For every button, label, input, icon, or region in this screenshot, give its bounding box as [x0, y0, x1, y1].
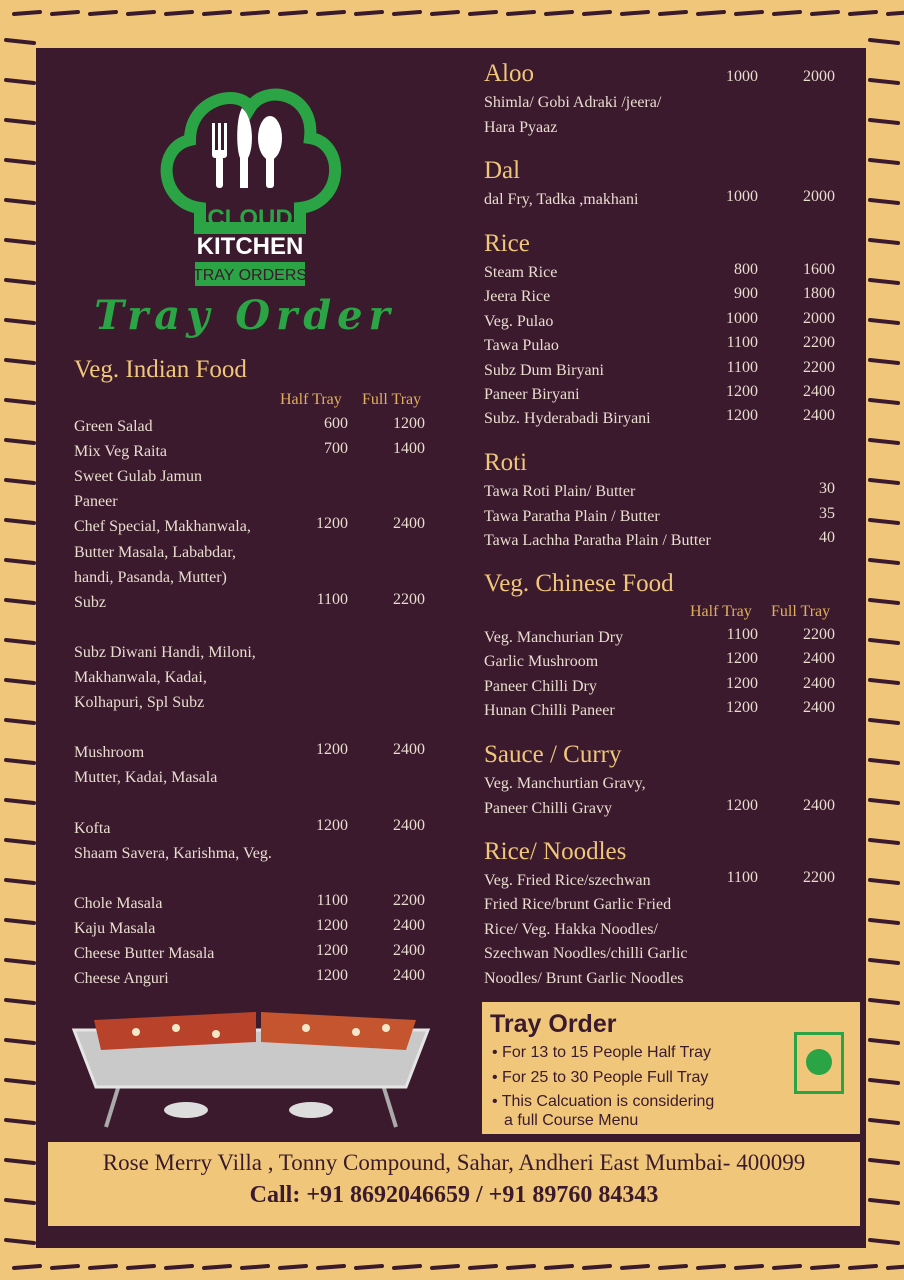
border-dash — [870, 200, 898, 203]
border-dash — [850, 1266, 876, 1268]
border-dash — [870, 920, 898, 923]
border-dash — [432, 12, 458, 14]
border-dash — [6, 400, 34, 403]
footer-phone: Call: +91 8692046659 / +91 89760 84343 — [249, 1182, 659, 1208]
noodles-item-name: Noodles/ Brunt Garlic Noodles — [484, 969, 684, 987]
menu-item-name: Paneer — [74, 493, 118, 511]
border-dash — [280, 1266, 306, 1268]
border-dash — [204, 1266, 230, 1268]
border-dash — [870, 1160, 898, 1163]
noodles-item-half-price: 1100 — [726, 869, 758, 886]
aloo-half-price: 1000 — [726, 68, 758, 85]
border-dash — [812, 1266, 838, 1268]
menu-item-full-price: 2400 — [393, 917, 425, 934]
rice-item-name: Steam Rice — [484, 264, 558, 281]
border-dash — [870, 1240, 898, 1243]
rice-item-full-price: 2400 — [803, 383, 835, 400]
sauce-item-name: Veg. Manchurtian Gravy, — [484, 775, 646, 792]
border-dash — [6, 320, 34, 323]
menu-item-half-price: 1100 — [316, 891, 348, 909]
border-dash — [870, 1040, 898, 1043]
border-dash — [870, 1000, 898, 1003]
border-dash — [6, 1200, 34, 1203]
border-dash — [6, 160, 34, 163]
menu-item-half-price: 700 — [324, 440, 348, 458]
chinese-item-half-price: 1200 — [726, 698, 758, 716]
menu-item-full-price: 2400 — [393, 741, 425, 759]
border-dash — [6, 1000, 34, 1003]
border-dash — [888, 12, 904, 14]
border-dash — [6, 1120, 34, 1123]
border-dash — [6, 880, 34, 883]
menu-item-half-price: 1200 — [316, 967, 348, 985]
sauce-item-full-price: 2400 — [803, 796, 835, 814]
chinese-item-full-price: 2400 — [803, 674, 835, 692]
border-dash — [870, 440, 898, 443]
menu-item-full-price: 2400 — [393, 942, 425, 960]
border-dash — [870, 680, 898, 683]
rice-item-name: Tawa Pulao — [484, 337, 559, 355]
border-dash — [356, 1266, 382, 1268]
noodles-item-name: Szechwan Noodles/chilli Garlic — [484, 945, 688, 963]
info-line-4: a full Course Menu — [504, 1112, 639, 1129]
menu-item-name: Chole Masala — [74, 894, 163, 912]
section-heading-aloo: Aloo — [484, 60, 534, 87]
border-dash — [318, 1266, 344, 1268]
border-dash — [166, 12, 192, 14]
border-dash — [546, 1266, 572, 1268]
chinese-item-full-price: 2400 — [803, 650, 835, 668]
footer-contact — [48, 1142, 860, 1226]
rice-item-full-price: 2000 — [803, 309, 835, 327]
border-dash — [6, 680, 34, 683]
aloo-desc-line: Shimla/ Gobi Adraki /jeera/ — [484, 94, 662, 111]
section-heading-rice: Rice — [484, 230, 530, 257]
border-dash — [622, 12, 648, 14]
border-dash — [870, 520, 898, 523]
menu-item-full-price: 1400 — [393, 440, 425, 458]
menu-item-name: Mutter, Kadai, Masala — [74, 769, 218, 787]
border-dash — [870, 960, 898, 963]
chinese-item-full-price: 2200 — [803, 626, 835, 643]
border-dash — [736, 1266, 762, 1268]
border-dash — [870, 360, 898, 363]
menu-item-name: Shaam Savera, Karishma, Veg. — [74, 844, 272, 862]
section-heading-noodles: Rice/ Noodles — [484, 838, 627, 865]
menu-item-half-price: 1200 — [316, 515, 348, 533]
border-dash — [242, 12, 268, 14]
menu-item-name: Butter Masala, Lababdar, — [74, 543, 236, 561]
dal-item-name: dal Fry, Tadka ,makhani — [484, 191, 639, 208]
menu-item-name: Cheese Butter Masala — [74, 945, 215, 963]
roti-item-full-price: 35 — [819, 504, 835, 522]
menu-item-name: Mix Veg Raita — [74, 443, 168, 461]
border-dash — [6, 1160, 34, 1163]
border-dash — [870, 1200, 898, 1203]
border-dash — [6, 280, 34, 283]
footer-address: Rose Merry Villa , Tonny Compound, Sahar, Andheri East Mumbai- 400099 — [102, 1150, 806, 1175]
border-dash — [870, 720, 898, 723]
rice-item-half-price: 900 — [734, 285, 758, 303]
border-dash — [6, 960, 34, 963]
border-dash — [6, 520, 34, 523]
rice-item-full-price: 2200 — [803, 358, 835, 376]
border-dash — [870, 480, 898, 483]
border-dash — [850, 12, 876, 14]
border-dash — [242, 1266, 268, 1268]
tray-info-box — [482, 1002, 860, 1134]
noodles-item-name: Fried Rice/brunt Garlic Fried — [484, 896, 672, 914]
border-dash — [508, 1266, 534, 1268]
border-dash — [6, 440, 34, 443]
border-dash — [6, 1240, 34, 1243]
border-dash — [870, 600, 898, 603]
border-dash — [870, 800, 898, 803]
border-dash — [736, 12, 762, 14]
border-dash — [128, 12, 154, 14]
rice-item-name: Paneer Biryani — [484, 386, 580, 403]
border-dash — [6, 760, 34, 763]
border-dash — [870, 760, 898, 763]
rice-item-half-price: 1100 — [726, 358, 758, 376]
menu-item-full-price: 2200 — [393, 891, 425, 909]
menu-item-full-price: 2400 — [393, 515, 425, 533]
cloud-kitchen-logo — [150, 78, 350, 288]
border-dash — [6, 1080, 34, 1083]
rice-item-half-price: 1000 — [726, 309, 758, 327]
border-dash — [774, 12, 800, 14]
menu-item-half-price: 1100 — [316, 590, 348, 608]
menu-item-name: Subz — [74, 593, 106, 611]
border-dash — [6, 800, 34, 803]
menu-item-half-price: 1200 — [316, 816, 348, 834]
border-dash — [204, 12, 230, 14]
section-heading-dal: Dal — [484, 157, 521, 184]
chinese-item-half-price: 1100 — [726, 626, 758, 643]
border-dash — [356, 12, 382, 14]
rice-item-full-price: 2200 — [803, 334, 835, 352]
border-dash — [870, 240, 898, 243]
menu-item-half-price: 600 — [324, 415, 348, 432]
rice-item-full-price: 1600 — [803, 261, 835, 278]
logo-line2: KITCHEN — [196, 233, 304, 260]
border-dash — [470, 1266, 496, 1268]
rice-item-name: Jeera Rice — [484, 288, 551, 306]
veg-symbol-icon — [794, 1032, 844, 1094]
border-dash — [888, 1266, 904, 1268]
border-dash — [470, 12, 496, 14]
sauce-item-half-price: 1200 — [726, 796, 758, 814]
roti-item-name: Tawa Paratha Plain / Butter — [484, 507, 660, 525]
menu-item-full-price: 1200 — [393, 415, 425, 432]
noodles-item-name: Veg. Fried Rice/szechwan — [484, 872, 651, 889]
border-dash — [870, 880, 898, 883]
border-dash — [6, 40, 34, 43]
border-dash — [6, 200, 34, 203]
border-dash — [6, 360, 34, 363]
rice-item-full-price: 2400 — [803, 407, 835, 425]
roti-item-full-price: 40 — [819, 529, 835, 546]
menu-item-name: Kofta — [74, 819, 111, 837]
chinese-item-name: Paneer Chilli Dry — [484, 677, 597, 695]
border-dash — [6, 560, 34, 563]
rice-item-half-price: 1200 — [726, 383, 758, 400]
border-dash — [6, 720, 34, 723]
menu-item-name: Sweet Gulab Jamun — [74, 468, 202, 486]
menu-item-full-price: 2200 — [393, 590, 425, 608]
col-head-half: Half Tray — [280, 391, 342, 408]
menu-item-name: Chef Special, Makhanwala, — [74, 518, 251, 536]
chinese-item-name: Garlic Mushroom — [484, 653, 599, 671]
rice-item-full-price: 1800 — [803, 285, 835, 303]
page-title: Tray Order — [94, 292, 396, 339]
noodles-item-full-price: 2200 — [803, 869, 835, 886]
border-dash — [508, 12, 534, 14]
rice-item-half-price: 1200 — [726, 407, 758, 425]
border-dash — [6, 240, 34, 243]
border-dash — [812, 12, 838, 14]
border-dash — [128, 1266, 154, 1268]
border-dash — [280, 12, 306, 14]
border-dash — [870, 320, 898, 323]
menu-item-name: Subz Diwani Handi, Miloni, — [74, 643, 256, 661]
border-dash — [870, 560, 898, 563]
rice-item-half-price: 800 — [734, 261, 758, 278]
border-dash — [14, 1266, 40, 1268]
border-dash — [698, 1266, 724, 1268]
section-heading-indian: Veg. Indian Food — [74, 356, 247, 383]
chinese-item-name: Veg. Manchurian Dry — [484, 629, 624, 646]
noodles-item-name: Rice/ Veg. Hakka Noodles/ — [484, 920, 658, 938]
info-title: Tray Order — [490, 1010, 617, 1038]
info-line-1: • For 13 to 15 People Half Tray — [492, 1044, 712, 1061]
chinese-item-half-price: 1200 — [726, 650, 758, 668]
menu-item-full-price: 2400 — [393, 967, 425, 985]
rice-item-name: Subz Dum Biryani — [484, 361, 604, 379]
col-head-full: Full Tray — [362, 391, 422, 408]
border-dash — [6, 920, 34, 923]
border-dash — [546, 12, 572, 14]
chinese-col-full: Full Tray — [771, 603, 831, 620]
border-dash — [870, 280, 898, 283]
chafing-dish-image — [66, 1002, 436, 1132]
border-dash — [318, 12, 344, 14]
menu-item-name: handi, Pasanda, Mutter) — [74, 568, 227, 586]
menu-item-name: Green Salad — [74, 418, 153, 435]
border-dash — [6, 1040, 34, 1043]
border-dash — [870, 1120, 898, 1123]
border-dash — [6, 480, 34, 483]
rice-item-half-price: 1100 — [726, 334, 758, 352]
border-dash — [6, 80, 34, 83]
section-heading-roti: Roti — [484, 449, 528, 476]
logo-line3: TRAY ORDERS — [192, 267, 308, 284]
info-line-3: • This Calcuation is considering — [492, 1093, 715, 1110]
menu-item-name: Mushroom — [74, 744, 145, 762]
menu-item-name: Kaju Masala — [74, 920, 156, 937]
menu-item-name: Cheese Anguri — [74, 970, 169, 988]
border-dash — [432, 1266, 458, 1268]
aloo-desc-line: Hara Pyaaz — [484, 119, 558, 136]
border-dash — [14, 12, 40, 14]
roti-item-name: Tawa Roti Plain/ Butter — [484, 483, 636, 500]
section-heading-sauce: Sauce / Curry — [484, 741, 622, 768]
chinese-item-name: Hunan Chilli Paneer — [484, 701, 615, 719]
border-dash — [870, 80, 898, 83]
rice-item-name: Subz. Hyderabadi Biryani — [484, 410, 651, 428]
border-dash — [6, 840, 34, 843]
dal-item-full-price: 2000 — [803, 188, 835, 205]
rice-item-name: Veg. Pulao — [484, 312, 554, 330]
menu-item-name: Kolhapuri, Spl Subz — [74, 694, 205, 712]
border-dash — [622, 1266, 648, 1268]
border-dash — [870, 1080, 898, 1083]
sauce-item-name: Paneer Chilli Gravy — [484, 799, 612, 817]
dal-item-half-price: 1000 — [726, 188, 758, 205]
border-dash — [698, 12, 724, 14]
aloo-full-price: 2000 — [803, 68, 835, 85]
menu-item-full-price: 2400 — [393, 816, 425, 834]
border-dash — [394, 1266, 420, 1268]
chinese-item-full-price: 2400 — [803, 698, 835, 716]
chinese-col-half: Half Tray — [690, 603, 752, 620]
border-dash — [52, 12, 78, 14]
border-dash — [166, 1266, 192, 1268]
roti-item-name: Tawa Lachha Paratha Plain / Butter — [484, 532, 711, 549]
info-line-2: • For 25 to 30 People Full Tray — [492, 1069, 709, 1086]
border-dash — [870, 840, 898, 843]
menu-item-half-price: 1200 — [316, 942, 348, 960]
border-dash — [870, 160, 898, 163]
border-dash — [394, 12, 420, 14]
border-dash — [90, 1266, 116, 1268]
chinese-item-half-price: 1200 — [726, 674, 758, 692]
border-dash — [584, 1266, 610, 1268]
border-dash — [90, 12, 116, 14]
border-dash — [870, 40, 898, 43]
border-dash — [870, 120, 898, 123]
border-dash — [660, 12, 686, 14]
menu-item-name: Makhanwala, Kadai, — [74, 669, 207, 686]
section-heading-chinese: Veg. Chinese Food — [484, 570, 674, 597]
logo-line1: CLOUD — [207, 205, 293, 232]
roti-item-full-price: 30 — [819, 480, 835, 497]
border-dash — [584, 12, 610, 14]
border-dash — [52, 1266, 78, 1268]
border-dash — [774, 1266, 800, 1268]
border-dash — [6, 640, 34, 643]
border-dash — [6, 600, 34, 603]
border-dash — [6, 120, 34, 123]
border-dash — [870, 400, 898, 403]
border-dash — [870, 640, 898, 643]
menu-item-half-price: 1200 — [316, 917, 348, 934]
menu-item-half-price: 1200 — [316, 741, 348, 759]
border-dash — [660, 1266, 686, 1268]
